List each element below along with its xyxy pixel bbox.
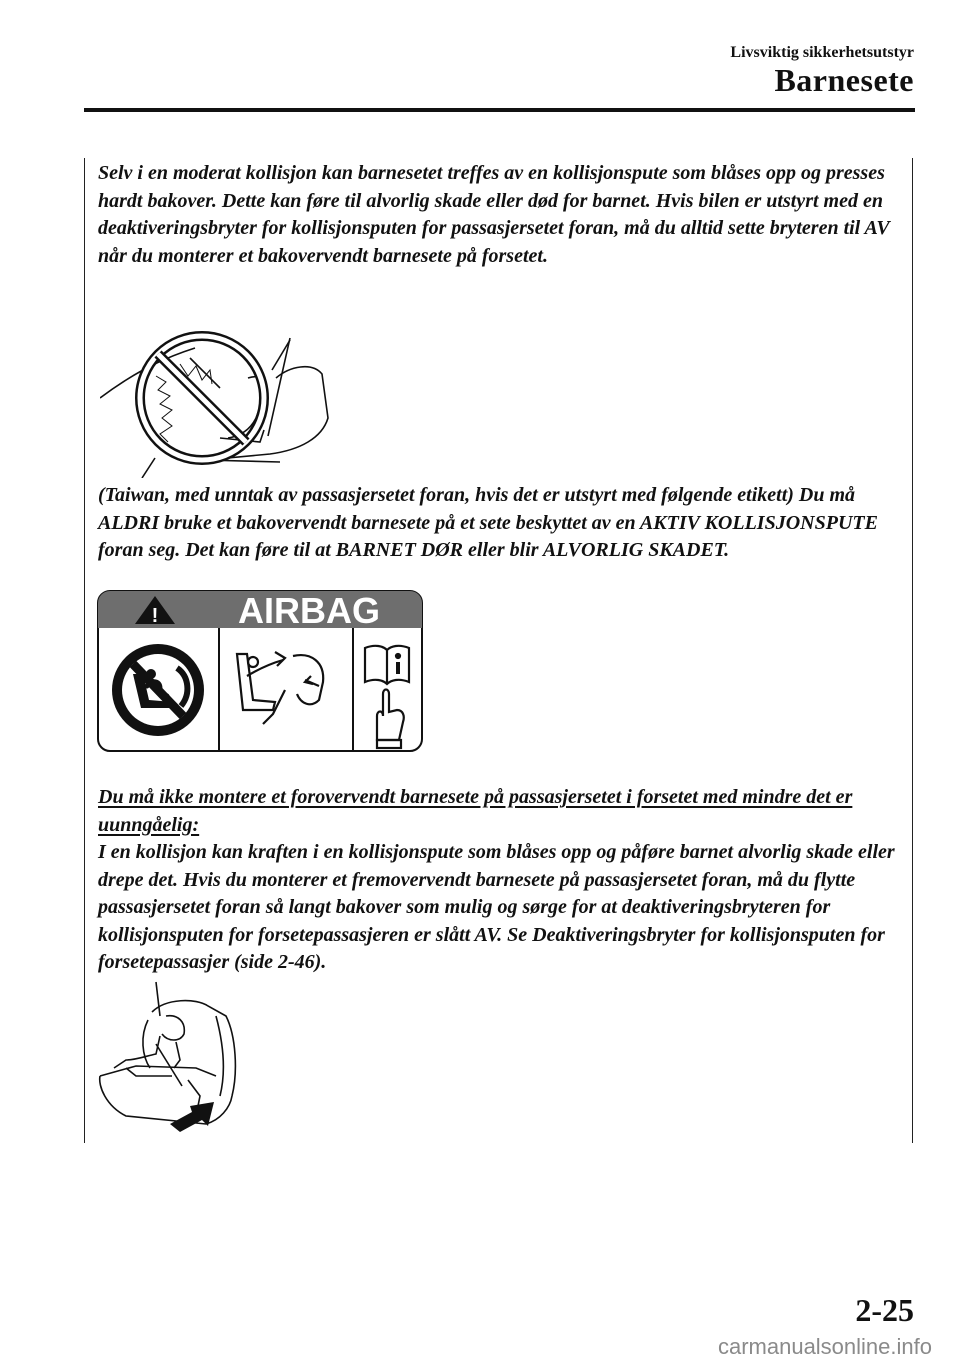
airbag-label-text: AIRBAG	[238, 590, 380, 631]
page-title: Barnesete	[774, 62, 914, 98]
push-arrow-icon	[170, 1102, 214, 1132]
no-rear-facing-seat-icon	[112, 644, 204, 736]
warning-heading-forward-facing: Du må ikke montere et forovervendt barnesete på passasjersetet i forsetet med mindre det er uunngåelig:	[98, 786, 853, 836]
airbag-warning-label	[97, 590, 423, 752]
warning-paragraph-rear-facing: Selv i en moderat kollisjon kan barnesetet treffes av en kollisjonspute som blåses opp og presses hardt bakover. Dette kan føre til alvorlig skade eller død for barnet. Hvis bilen er utstyrt med en deaktiveringsbryter for kollisjonsputen for passasjersetet foran, må du alltid sette bryteren til AV når du monterer et bakovervendt barnesete på forsetet.	[98, 162, 890, 267]
running-section-title: Livsviktig sikkerhetsutstyr	[730, 44, 914, 61]
warning-frame-right	[912, 158, 913, 1143]
warning-paragraph-taiwan: (Taiwan, med unntak av passasjersetet foran, hvis det er utstyrt med følgende etikett) Du må ALDRI bruke et bakovervendt barnesete på et sete beskyttet av en AKTIV KOLLISJONSPUTE foran seg. Det kan føre til at BARNET DØR eller blir ALVORLIG SKADET.	[98, 484, 878, 561]
warning-paragraph-forward-facing	[98, 784, 898, 977]
page-number: 2-25	[855, 1292, 914, 1328]
watermark: carmanualsonline.info	[717, 1334, 932, 1359]
svg-text:!: !	[151, 605, 159, 627]
warning-frame-left	[84, 158, 85, 1143]
header-rule	[84, 108, 915, 112]
forward-facing-seat-illustration	[96, 976, 266, 1136]
airbag-rear-facing-seat-illustration	[100, 318, 350, 478]
warning-body-forward-facing: I en kollisjon kan kraften i en kollisjonspute som blåses opp og påføre barnet alvorlig skade eller drepe det. Hvis du monterer et fremovervendt barnesete på passasjersetet foran, må du flytte passasjersetet foran så langt bakover som mulig og sørge for at deaktiveringsbryteren for kollisjonsputen for forsetepassasjeren er slått AV. Se Deaktiveringsbryter for kollisjonsputen for forsetepassasjer (side 2-46).	[98, 841, 895, 973]
